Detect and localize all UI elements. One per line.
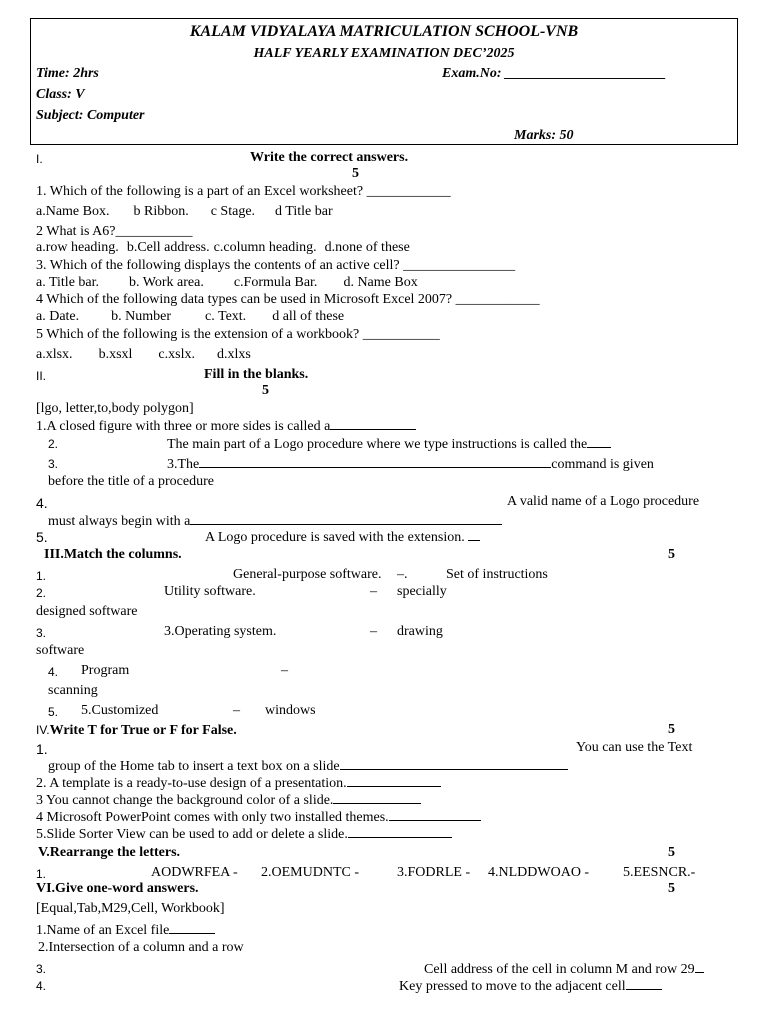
s1-question-1: 1. Which of the following is a part of an Excel worksheet? ____________ xyxy=(36,184,451,199)
s5-word-4: 4.NLDDWOAO - xyxy=(488,865,590,880)
s5-word-2: 2.OEMUDNTC - xyxy=(261,865,359,880)
section-1-marks: 5 xyxy=(352,166,359,181)
s4-question-3: 3 You cannot change the background color of a slide. xyxy=(36,791,421,809)
s1-q4-options: a. Date. b. Number c. Text. d all of these xyxy=(36,309,345,324)
section-3-marks: 5 xyxy=(668,547,675,562)
s5-word-3: 3.FODRLE - xyxy=(397,865,471,880)
s3-row-1-number: 1. xyxy=(36,569,47,583)
s2-question-4: A valid name of a Logo procedure xyxy=(507,494,700,509)
section-1-title: Write the correct answers. xyxy=(250,150,409,165)
s1-question-5: 5 Which of the following is the extension of a workbook? ___________ xyxy=(36,327,440,342)
section-3-title: III.Match the columns. xyxy=(44,547,182,562)
s3-row-1-right: Set of instructions xyxy=(446,567,548,582)
s5-word-1: AODWRFEA - xyxy=(151,865,238,880)
s3-row-2-right-cont: designed software xyxy=(36,604,138,619)
s1-question-3: 3. Which of the following displays the contents of an active cell? ________________ xyxy=(36,258,516,273)
school-name: KALAM VIDYALAYA MATRICULATION SCHOOL-VNB xyxy=(189,23,579,40)
section-2-number: II. xyxy=(36,369,47,383)
s3-row-1-left: General-purpose software. xyxy=(233,567,382,582)
exam-time: Time: 2hrs xyxy=(36,66,99,81)
s5-number: 1. xyxy=(36,867,47,881)
s1-question-2: 2 What is A6?___________ xyxy=(36,224,193,239)
exam-number: Exam.No: _______________________ xyxy=(442,66,666,81)
section-4-heading: IV.Write T for True or F for False. xyxy=(36,723,237,738)
s3-row-3-right-cont: software xyxy=(36,643,85,658)
s2-question-2: The main part of a Logo procedure where we type instructions is called the xyxy=(167,435,611,453)
s2-question-3: 3.The command is given xyxy=(167,457,654,472)
section-6-title: VI.Give one-word answers. xyxy=(36,881,199,896)
s6-question-3: Cell address of the cell in column M and row 29 xyxy=(424,960,704,978)
s4-question-4: 4 Microsoft PowerPoint comes with only two installed themes. xyxy=(36,808,481,826)
s1-question-4: 4 Which of the following data types can be used in Microsoft Excel 2007? ____________ xyxy=(36,292,540,307)
total-marks: Marks: 50 xyxy=(514,128,574,143)
s2-word-bank: [lgo, letter,to,body polygon] xyxy=(36,401,194,416)
s1-q1-options: a.Name Box. b Ribbon. c Stage. d Title bar xyxy=(36,204,333,219)
s4-question-1: You can use the Text xyxy=(576,740,693,755)
class-label: Class: V xyxy=(36,87,85,102)
s1-q2-options: a.row heading. b.Cell address. c.column heading. d.none of these xyxy=(36,240,410,255)
section-1-number: I. xyxy=(36,152,43,166)
s2-q5-number: 5. xyxy=(36,529,48,545)
section-6-marks: 5 xyxy=(668,881,675,896)
s3-row-4-number: 4. xyxy=(48,665,59,679)
s3-row-5-number: 5. xyxy=(48,705,59,719)
s6-question-2: 2.Intersection of a column and a row xyxy=(38,940,244,955)
section-2-title: Fill in the blanks. xyxy=(204,367,309,382)
s4-q1-number: 1. xyxy=(36,741,48,757)
section-5-marks: 5 xyxy=(668,845,675,860)
s2-q2-number: 2. xyxy=(48,437,59,451)
s2-question-1: 1.A closed figure with three or more sides is called a xyxy=(36,417,416,435)
s3-row-1-dash: –. xyxy=(397,567,408,582)
s3-row-3-right: drawing xyxy=(397,624,443,639)
s6-word-bank: [Equal,Tab,M29,Cell, Workbook] xyxy=(36,901,225,916)
s3-row-2-number: 2. xyxy=(36,586,47,600)
s5-word-5: 5.EESNCR.- xyxy=(623,865,696,880)
s2-question-5: A Logo procedure is saved with the extension. xyxy=(205,528,480,546)
s1-q3-options: a. Title bar. b. Work area. c.Formula Bar. d. Name Box xyxy=(36,275,418,290)
s6-q3-number: 3. xyxy=(36,962,47,976)
s2-q4-number: 4. xyxy=(36,495,48,511)
s2-question-4-cont: must always begin with a xyxy=(48,512,502,530)
s3-row-4-dash: – xyxy=(281,663,288,678)
s6-question-1: 1.Name of an Excel file xyxy=(36,921,215,939)
s2-q3-number: 3. xyxy=(48,457,59,471)
section-5-title: V.Rearrange the letters. xyxy=(38,845,181,860)
s4-question-1-cont: group of the Home tab to insert a text box on a slide xyxy=(48,757,568,775)
s1-q5-options: a.xlsx. b.xsxl c.xslx. d.xlxs xyxy=(36,347,251,362)
s3-row-3-dash: – xyxy=(370,624,377,639)
s3-row-4-right: scanning xyxy=(48,683,98,698)
s6-q4-number: 4. xyxy=(36,979,47,993)
s3-row-5-dash: – xyxy=(233,703,240,718)
s3-row-3-left: 3.Operating system. xyxy=(164,624,277,639)
s3-row-2-dash: – xyxy=(370,584,377,599)
exam-title: HALF YEARLY EXAMINATION DEC’2025 xyxy=(253,46,515,61)
s3-row-3-number: 3. xyxy=(36,626,47,640)
s3-row-2-right: specially xyxy=(397,584,447,599)
s3-row-5-left: 5.Customized xyxy=(81,703,159,718)
s3-row-2-left: Utility software. xyxy=(164,584,256,599)
s4-question-5: 5.Slide Sorter View can be used to add or delete a slide. xyxy=(36,825,452,843)
section-2-marks: 5 xyxy=(262,383,269,398)
s4-question-2: 2. A template is a ready-to-use design of a presentation. xyxy=(36,774,441,792)
section-4-marks: 5 xyxy=(668,722,675,737)
subject-label: Subject: Computer xyxy=(36,108,145,123)
s3-row-5-right: windows xyxy=(265,703,316,718)
s2-question-3-cont: before the title of a procedure xyxy=(48,474,214,489)
s6-question-4: Key pressed to move to the adjacent cell xyxy=(399,977,662,995)
s3-row-4-left: Program xyxy=(81,663,130,678)
